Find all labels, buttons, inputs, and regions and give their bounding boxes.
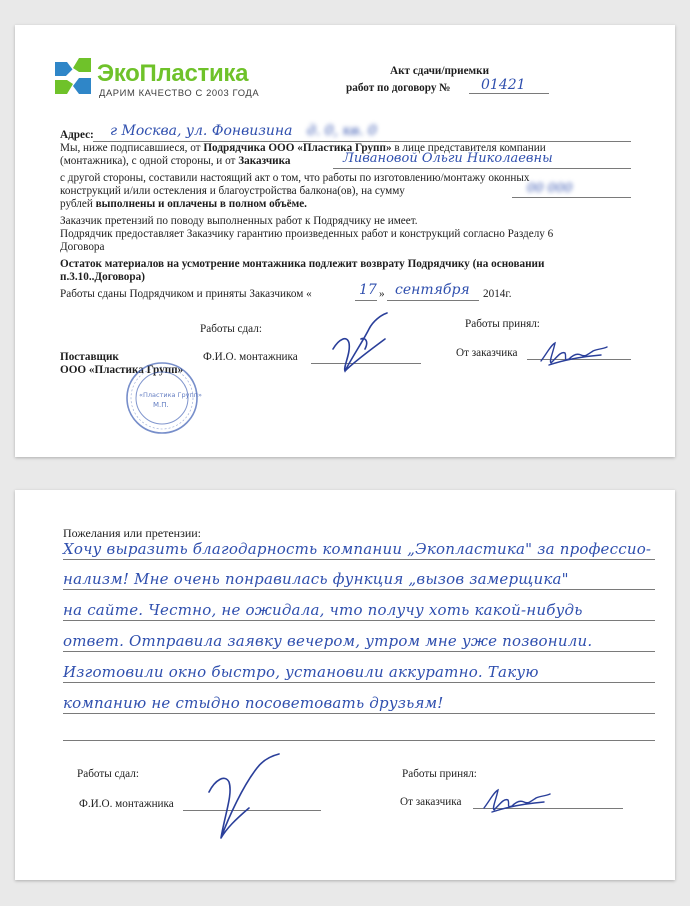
- stamp-mp: М.П.: [153, 401, 169, 409]
- address-label: Адрес:: [60, 129, 94, 141]
- wish-line-5: Изготовили окно быстро, установили аккуратно. Такую: [63, 663, 539, 681]
- wish-line-3: на сайте. Честно, не ожидала, что получу хоть какой-нибудь: [63, 601, 583, 619]
- wish-line-6: компанию не стыдно посоветовать друзьям!: [63, 694, 444, 712]
- handed-over-label: Работы сдал:: [77, 768, 139, 780]
- act-day: 17: [359, 282, 377, 298]
- address-value: г Москва, ул. Фонвизина: [110, 123, 293, 139]
- act-title: Акт сдачи/приемки: [390, 65, 490, 77]
- customer-name: Ливановой Ольги Николаевны: [343, 151, 553, 166]
- installer-signature-icon: [195, 752, 285, 847]
- logo-name: ЭкоПластика: [97, 60, 249, 87]
- supplier-name: ООО «Пластика Групп»: [60, 364, 184, 376]
- act-line-5: рублей выполнены и оплачены в полном объёме.: [60, 198, 307, 210]
- handed-over-label: Работы сдал:: [200, 323, 262, 335]
- act-line-2: (монтажника), с одной стороны, и от Заказчика: [60, 155, 291, 167]
- sum-hidden: 00 000: [527, 181, 573, 196]
- accepted-label: Работы принял:: [465, 318, 540, 330]
- accepted-label: Работы принял:: [402, 768, 477, 780]
- act-date-line: Работы сданы Подрядчиком и приняты Заказчиком «: [60, 288, 312, 300]
- act-line-9: Остаток материалов на усмотрение монтажника подлежит возврату Подрядчику (на основании: [60, 258, 545, 270]
- act-line-3: с другой стороны, составили настоящий акт о том, что работы по изготовлению/монтажу оконных: [60, 172, 530, 184]
- act-line-10: п.3.10..Договора): [60, 271, 145, 283]
- customer-signature-icon: [537, 335, 609, 371]
- act-line-7: Подрядчик предоставляет Заказчику гарантию произведенных работ и конструкций согласно Разделу 6: [60, 228, 554, 240]
- act-month: сентября: [395, 282, 470, 298]
- act-line-1: Мы, ниже подписавшиеся, от Подрядчика ООО «Пластика Групп» в лице представителя компании: [60, 142, 546, 154]
- wish-line-2: нализм! Мне очень понравилась функция „вызов замерщика": [63, 570, 569, 588]
- wishes-label: Пожелания или претензии:: [63, 526, 201, 540]
- supplier-label: Поставщик: [60, 351, 119, 363]
- contract-label: работ по договору №: [346, 82, 451, 94]
- ecoplastika-logo-icon: [55, 58, 91, 94]
- wishes-sheet: [15, 490, 675, 880]
- act-line-4: конструкций и/или остекления и благоустройства балкона(ов), на сумму: [60, 185, 405, 197]
- wish-line-1: Хочу выразить благодарность компании „Экопластика" за профессио-: [63, 540, 652, 558]
- address-hidden: д. 0, кв. 0: [307, 123, 377, 139]
- from-customer-label: От заказчика: [400, 796, 462, 808]
- contract-number: 01421: [481, 77, 526, 93]
- installer-signature-icon: [325, 309, 405, 379]
- wish-line-4: ответ. Отправила заявку вечером, утром мне уже позвонили.: [63, 632, 593, 650]
- installer-fio-label: Ф.И.О. монтажника: [79, 798, 174, 810]
- customer-signature-icon: [480, 782, 552, 818]
- act-line-6: Заказчик претензий по поводу выполненных работ к Подрядчику не имеет.: [60, 215, 418, 227]
- installer-fio-label: Ф.И.О. монтажника: [203, 351, 298, 363]
- acceptance-act-sheet: ЭкоПластика ДАРИМ КАЧЕСТВО С 2003 ГОДА Акт сдачи/приемки работ по договору № 01421 Адрес: г Москва, ул. Фонвизина д. 0, кв. 0 Мы, ниже подписавшиеся, от Подрядчика ООО «Пластика Групп» в лице представителя компании (монтажника), с одной стороны, и от Заказчика Ливановой Ольги Николаевны с другой стороны, составили настоящий акт о том, что работы по изготовлению/монтажу оконных конструкций и/или остекления и благоустройства балкона(ов), на сумму 00 000 рублей выполнены и оплачены в полном объёме. Заказчик претензий по поводу выполненных работ к Подрядчику не имеет. Подрядчик предоставляет Заказчику гарантию произведенных работ и конструкций согласно Разделу 6 Договора Остаток материалов на усмотрение монтажника подлежит возврату Подрядчику (на основании п.3.10..Договора) Работы сданы Подрядчиком и приняты Заказчиком « 17 » сентября 2014г. Работы сдал: Работы принял: Ф.И.О. монтажника От заказчика Поставщик ООО «Пластика Групп» «Пластика Групп» М.П.: [15, 25, 675, 457]
- logo-tagline: ДАРИМ КАЧЕСТВО С 2003 ГОДА: [99, 87, 260, 98]
- act-line-8: Договора: [60, 241, 105, 253]
- from-customer-label: От заказчика: [456, 347, 518, 359]
- stamp-text: «Пластика Групп»: [139, 391, 202, 399]
